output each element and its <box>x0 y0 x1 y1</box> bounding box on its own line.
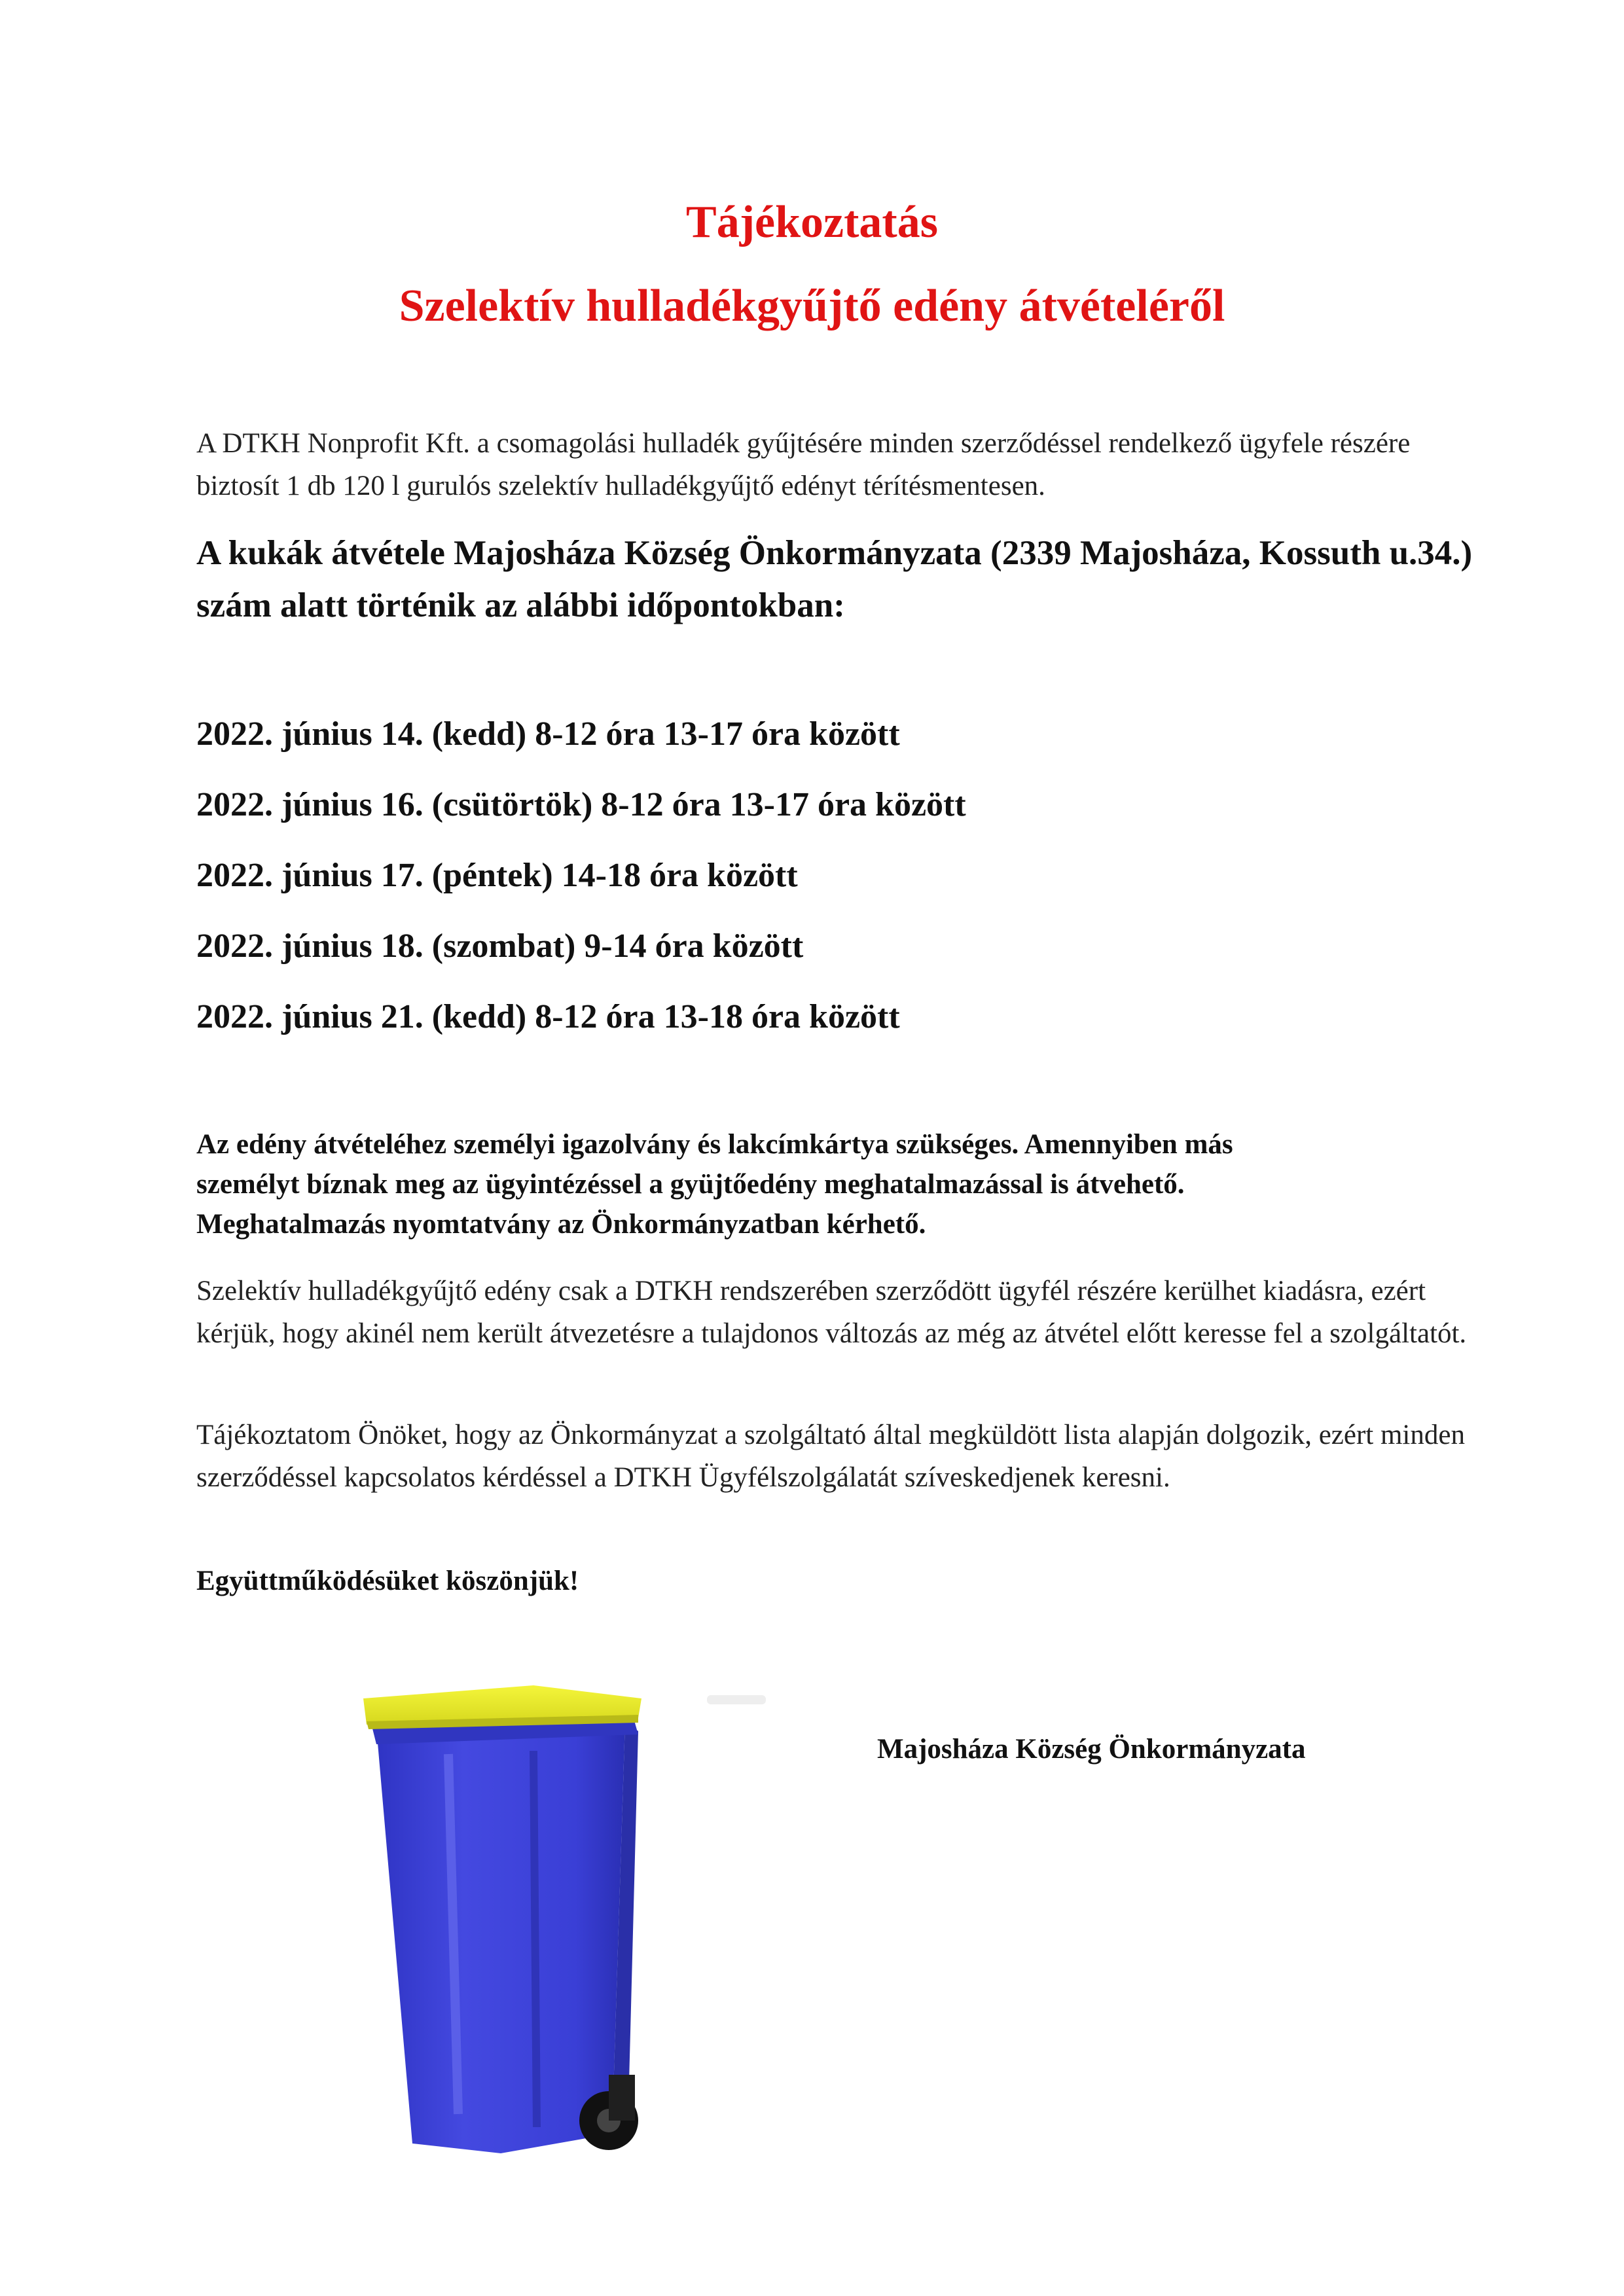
date-item: 2022. június 21. (kedd) 8-12 óra 13-18 óra között <box>196 998 900 1035</box>
lead-paragraph: A kukák átvétele Majosháza Község Önkormányzata (2339 Majosháza, Kossuth u.34.) szám alatt történik az alábbi időpontokban: <box>196 534 1473 624</box>
document-title: Tájékoztatás <box>686 197 938 247</box>
info-paragraph-2: Tájékoztatom Önöket, hogy az Önkormányzat a szolgáltató által megküldött lista alapján dolgozik, ezért minden szerződéssel kapcsolatos kérdéssel a DTKH Ügyfélszolgálatát szíveskedjenek keresni. <box>196 1420 1465 1493</box>
document-subtitle: Szelektív hulladékgyűjtő edény átvételéről <box>399 281 1225 331</box>
notice-paragraph <box>196 1124 1473 1244</box>
wheelie-bin-icon <box>350 1682 795 2179</box>
date-item: 2022. június 16. (csütörtök) 8-12 óra 13-17 óra között <box>196 786 966 823</box>
date-list <box>196 713 1473 1067</box>
notice-line: Az edény átvételéhez személyi igazolvány és lakcímkártya szükséges. Amennyiben más <box>196 1129 1233 1160</box>
intro-paragraph: A DTKH Nonprofit Kft. a csomagolási hulladék gyűjtésére minden szerződéssel rendelkező ügyfele részére biztosít 1 db 120 l gurulós szelektív hulladékgyűjtő edényt térítésmentesen. <box>196 428 1411 501</box>
info-paragraph-1: Szelektív hulladékgyűjtő edény csak a DTKH rendszerében szerződött ügyfél részére kerülhet kiadásra, ezért kérjük, hogy akinél nem került átvezetésre a tulajdonos változás az még az átvétel előtt keresse fel a szolgáltatót. <box>196 1276 1467 1349</box>
date-item: 2022. június 14. (kedd) 8-12 óra 13-17 óra között <box>196 715 900 753</box>
date-item: 2022. június 17. (péntek) 14-18 óra között <box>196 857 798 894</box>
date-item: 2022. június 18. (szombat) 9-14 óra között <box>196 927 804 965</box>
notice-line: Meghatalmazás nyomtatvány az Önkormányzatban kérhető. <box>196 1209 926 1240</box>
signature: Majosháza Község Önkormányzata <box>877 1734 1306 1765</box>
thanks-line: Együttműködésüket köszönjük! <box>196 1566 579 1596</box>
notice-line: személyt bíznak meg az ügyintézéssel a gyüjtőedény meghatalmazással is átvehető. <box>196 1169 1185 1200</box>
